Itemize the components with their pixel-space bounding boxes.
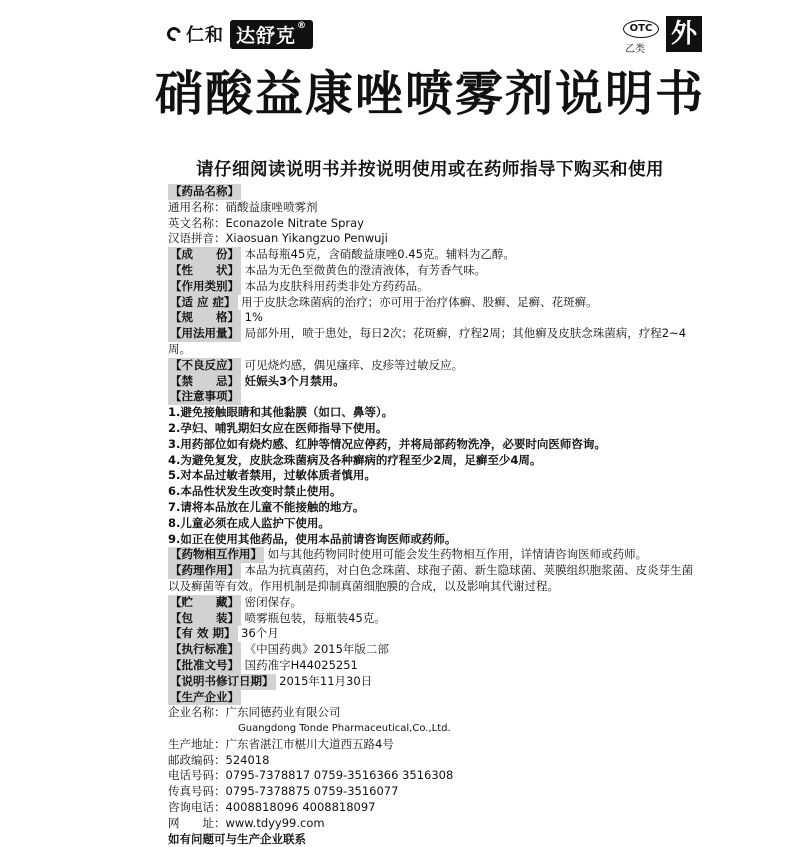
manufacturer-fax: 传真号码：0795-7378875 0759-3516077 [168,784,399,799]
leaflet-content [168,184,698,847]
note-item: 2.孕妇、哺乳期妇女应在医师指导下使用。 [168,420,388,435]
section-heading: 【说明书修订日期】 [170,673,274,688]
section-text: 可见烧灼感，偶见瘙痒、皮疹等过敏反应。 [244,357,464,372]
manufacturer-website: 网 址：www.tdyy99.com [168,815,325,830]
brand-renhe: 仁和 [186,25,224,46]
note-item: 7.请将本品放在儿童不能接触的地方。 [168,499,365,514]
section-heading: 【性 状】 [170,262,239,277]
section-interactions [168,547,698,563]
document-title: 硝酸益康唑喷雾剂说明书 [154,66,705,122]
section-heading: 【有 效 期】 [170,626,236,641]
otc-badge: OTC [623,20,659,38]
section-category [168,279,698,295]
section-text: 妊娠头3个月禁用。 [244,373,345,388]
manufacturer-hotline: 咨询电话：4008818096 4008818097 [168,800,376,815]
document-subtitle: 请仔细阅读说明书并按说明使用或在药师指导下购买和使用 [196,160,664,180]
section-text: 本品为抗真菌药，对白色念珠菌、球孢子菌、新生隐球菌、荚膜组织胞浆菌、皮炎芽生菌以及癣菌等有效。作用机制是抑制真菌细胞膜的合成，以及影响其代谢过程。 [168,563,694,593]
note-item: 3.用药部位如有烧灼感、红肿等情况应停药，并将局部药物洗净，必要时向医师咨询。 [168,436,606,451]
section-dosage [168,326,698,358]
section-heading: 【作用类别】 [170,278,239,293]
section-text: 局部外用，喷于患处，每日2次；花斑癣，疗程2周；其他癣及皮肤念珠菌病，疗程2~4周。 [168,326,687,356]
registered-mark: ® [297,20,308,31]
section-text: 本品为无色至微黄色的澄清液体，有芳香气味。 [244,262,487,277]
section-heading: 【用法用量】 [170,326,239,341]
note-item: 8.儿童必须在成人监护下使用。 [168,515,330,530]
note-item: 5.对本品过敏者禁用，过敏体质者慎用。 [168,468,376,483]
renhe-logo-icon [165,25,183,43]
drug-name-heading: 【药品名称】 [170,184,239,198]
section-heading: 【执行标准】 [170,642,239,657]
section-text: 用于皮肤念珠菌病的治疗；亦可用于治疗体癣、股癣、足癣、花斑癣。 [241,294,598,309]
section-heading: 【不良反应】 [170,357,239,372]
note-item: 4.为避免复发，皮肤念珠菌病及各种癣病的疗程至少2周，足癣至少4周。 [168,452,542,467]
header-bar [150,8,710,56]
note-item: 6.本品性状发生改变时禁止使用。 [168,484,342,499]
section-heading: 【禁 忌】 [170,373,239,388]
section-text: 本品为皮肤科用药类非处方药药品。 [244,278,429,293]
section-text: 如与其他药物同时使用可能会发生药物相互作用，详情请咨询医师或药师。 [267,547,648,562]
section-pharmacology [168,563,698,595]
manufacturer-phone: 电话号码：0795-7378817 0759-3516366 3516308 [168,768,454,783]
section-adverse [168,358,698,374]
section-text: 密闭保存。 [244,594,303,609]
section-heading: 【贮 藏】 [170,594,239,609]
manufacturer-address: 生产地址：广东省湛江市椹川大道西五路4号 [168,736,394,751]
manufacturer-heading: 【生产企业】 [170,689,239,704]
manufacturer-name: 企业名称：广东同德药业有限公司 [168,705,341,720]
section-contraindications [168,374,698,390]
brand-dashuke: 达舒克 [236,24,297,47]
section-indications [168,295,698,311]
section-heading: 【适 应 症】 [170,294,236,309]
generic-name: 通用名称：硝酸益康唑喷雾剂 [168,199,318,214]
section-heading: 【成 份】 [170,247,239,262]
section-approval [168,658,698,674]
section-heading: 【批准文号】 [170,657,239,672]
section-text: 《中国药典》2015年版二部 [244,642,389,657]
pinyin-name: 汉语拼音：Xiaosuan Yikangzuo Penwuji [168,231,388,246]
otc-class-label: 乙类 [625,44,645,55]
manufacturer-postcode: 邮政编码：524018 [168,752,270,767]
section-specification [168,310,698,326]
section-heading: 【药理作用】 [170,563,239,578]
section-heading: 【药物相互作用】 [170,547,262,562]
section-appearance [168,263,698,279]
note-item: 1.避免接触眼睛和其他黏膜（如口、鼻等）。 [168,405,394,420]
brand-logo [165,20,313,48]
section-validity [168,626,698,642]
section-heading: 【包 装】 [170,610,239,625]
section-text: 国药准字H44025251 [244,657,358,672]
section-text: 2015年11月30日 [279,673,373,688]
note-item: 9.如正在使用其他药品，使用本品前请咨询医师或药师。 [168,531,457,546]
section-text: 本品每瓶45克，含硝酸益康唑0.45克。辅料为乙醇。 [244,247,515,262]
leaflet-sheet [150,0,710,846]
section-heading: 【规 格】 [170,310,239,325]
section-text: 36个月 [241,626,279,641]
english-name: 英文名称：Econazole Nitrate Spray [168,215,364,230]
section-ingredients [168,247,698,263]
footer-contact: 如有问题可与生产企业联系 [168,831,306,846]
section-text: 1% [244,310,263,325]
section-storage [168,595,698,611]
brand-dashuke-box [230,20,313,49]
section-text: 喷雾瓶包装，每瓶装45克。 [244,610,386,625]
manufacturer-name-en: Guangdong Tonde Pharmaceutical,Co.,Ltd. [238,723,451,735]
external-use-badge: 外 [666,16,702,52]
notes-heading: 【注意事项】 [170,389,239,404]
section-package [168,611,698,627]
section-standard [168,642,698,658]
section-revision-date [168,674,698,690]
